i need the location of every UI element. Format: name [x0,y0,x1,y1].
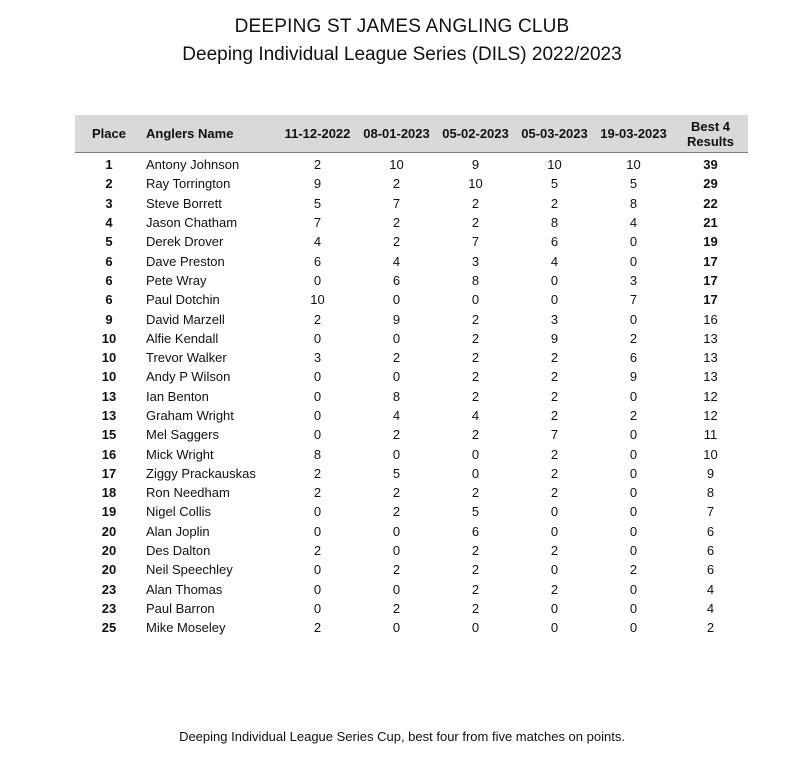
table-row [75,560,748,579]
cell-match-5: 0 [629,388,638,404]
cell-match-5: 2 [629,408,638,423]
cell-best: 13 [703,350,718,366]
cell-match-1: 0 [313,369,322,385]
cell-match-2: 4 [392,253,401,269]
cell-match-1: 2 [313,157,322,173]
cell-match-4: 0 [550,562,559,578]
cell-place: 20 [101,543,117,559]
cell-name: Steve Borrett [146,195,222,211]
cell-match-5: 6 [629,350,638,366]
cell-match-3: 0 [471,446,480,462]
cell-best: 11 [703,427,718,443]
cell-match-3: 2 [471,388,480,404]
cell-place: 6 [105,272,113,288]
cell-place: 20 [101,562,117,578]
cell-name: Nigel Collis [146,504,212,520]
cell-match-3: 2 [471,485,480,501]
cell-match-3: 2 [471,215,480,231]
cell-match-4: 10 [547,157,562,173]
cell-best: 12 [703,408,718,423]
cell-name: Mel Saggers [146,427,219,443]
cell-name: Pete Wray [146,272,207,288]
cell-best: 21 [703,215,718,231]
cell-match-3: 2 [471,543,480,559]
cell-place: 18 [101,485,117,501]
cell-match-1: 6 [313,253,322,269]
cell-match-4: 2 [550,485,559,501]
cell-place: 16 [101,446,117,462]
cell-match-3: 2 [471,427,480,443]
cell-match-4: 6 [550,234,559,250]
cell-place: 10 [101,369,117,385]
cell-place: 9 [105,311,113,327]
page-title: DEEPING ST JAMES ANGLING CLUB [234,16,570,37]
cell-match-1: 0 [313,388,322,404]
cell-match-1: 2 [313,465,322,481]
cell-place: 25 [101,620,117,636]
col-header-match-1: 11-12-2022 [278,115,357,153]
cell-match-1: 0 [313,600,322,616]
cell-match-4: 2 [550,195,559,211]
cell-match-3: 3 [471,253,480,269]
cell-place: 13 [101,408,117,423]
cell-match-4: 2 [550,388,559,404]
cell-best: 39 [703,157,718,173]
cell-match-3: 4 [471,408,480,423]
cell-match-4: 3 [550,311,559,327]
cell-match-5: 8 [629,195,638,211]
page-subtitle: Deeping Individual League Series (DILS) 2022/2023 [182,44,622,65]
table-row [75,444,748,463]
cell-best: 19 [703,234,718,250]
cell-best: 10 [703,446,718,462]
table-row [75,502,748,521]
cell-match-1: 2 [313,543,322,559]
col-header-match-2: 08-01-2023 [357,115,436,153]
table-row [75,348,748,367]
cell-match-3: 2 [471,581,480,597]
cell-match-4: 7 [550,427,559,443]
cell-name: Jason Chatham [146,215,238,231]
cell-match-2: 0 [392,446,401,462]
cell-match-4: 0 [550,292,559,308]
cell-match-1: 10 [310,292,325,308]
cell-match-2: 0 [392,581,401,597]
cell-match-4: 2 [550,369,559,385]
cell-best: 17 [703,253,718,269]
cell-match-2: 7 [392,195,401,211]
cell-name: Paul Barron [146,600,215,616]
cell-match-5: 0 [629,523,638,539]
table-row [75,213,748,232]
cell-match-1: 5 [313,195,322,211]
cell-match-2: 0 [392,543,401,559]
cell-match-3: 2 [471,330,480,346]
cell-match-4: 2 [550,543,559,559]
cell-match-5: 3 [629,272,638,288]
cell-place: 6 [105,253,113,269]
cell-best: 6 [706,543,715,559]
league-table-body [75,153,748,638]
cell-place: 10 [101,330,117,346]
cell-name: Dave Preston [146,253,225,269]
col-header-best-line1: Best 4 [690,118,731,134]
cell-place: 1 [105,157,113,173]
cell-match-5: 7 [629,292,638,308]
cell-match-4: 0 [550,523,559,539]
cell-match-4: 9 [550,330,559,346]
cell-place: 15 [101,427,117,443]
league-table [75,115,748,637]
cell-match-3: 2 [471,311,480,327]
table-row [75,367,748,386]
cell-match-2: 2 [392,234,401,250]
cell-best: 8 [706,485,715,501]
cell-match-1: 2 [313,311,322,327]
cell-name: Ron Needham [146,485,230,501]
cell-match-1: 7 [313,215,322,231]
cell-match-1: 0 [313,581,322,597]
cell-name: Andy P Wilson [146,369,231,385]
cell-match-5: 0 [629,581,638,597]
cell-match-2: 0 [392,369,401,385]
cell-name: Des Dalton [146,543,211,559]
cell-name: Neil Speechley [146,562,233,578]
cell-match-4: 0 [550,272,559,288]
cell-place: 19 [101,504,117,520]
cell-best: 7 [706,504,715,520]
cell-match-5: 0 [629,465,638,481]
cell-place: 2 [105,176,113,192]
cell-place: 4 [105,215,113,231]
cell-match-2: 2 [392,485,401,501]
col-header-best-line2: Results [687,133,734,149]
cell-match-5: 4 [629,215,638,231]
cell-place: 20 [101,523,117,539]
cell-match-3: 2 [471,195,480,211]
cell-match-2: 2 [392,504,401,520]
table-row [75,599,748,618]
cell-match-4: 0 [550,504,559,520]
cell-match-2: 2 [392,600,401,616]
table-row [75,271,748,290]
col-header-match-5: 19-03-2023 [594,115,673,153]
cell-match-2: 2 [392,350,401,366]
cell-match-2: 10 [389,157,404,173]
cell-match-4: 0 [550,620,559,636]
cell-name: Alan Thomas [146,581,223,597]
cell-match-3: 0 [471,465,480,481]
cell-match-2: 2 [392,176,401,192]
table-row [75,541,748,560]
cell-match-2: 0 [392,523,401,539]
table-row [75,153,748,175]
table-row [75,329,748,348]
cell-match-3: 7 [471,234,480,250]
cell-match-4: 2 [550,408,559,423]
cell-match-5: 0 [629,427,638,443]
cell-best: 4 [706,581,715,597]
cell-name: Paul Dotchin [146,292,220,308]
cell-match-2: 2 [392,215,401,231]
cell-name: Mike Moseley [146,620,226,636]
col-header-match-3: 05-02-2023 [436,115,515,153]
cell-match-5: 5 [629,176,638,192]
cell-match-1: 0 [313,523,322,539]
cell-match-3: 2 [471,350,480,366]
cell-match-1: 9 [313,176,322,192]
cell-match-2: 4 [392,408,401,423]
cell-place: 23 [101,600,117,616]
cell-best: 6 [706,523,715,539]
cell-best: 4 [706,600,715,616]
table-row [75,483,748,502]
cell-match-3: 0 [471,292,480,308]
cell-name: Ziggy Prackauskas [146,465,256,481]
cell-place: 17 [101,465,117,481]
cell-best: 17 [703,272,718,288]
cell-match-4: 8 [550,215,559,231]
cell-place: 6 [105,292,113,308]
cell-match-3: 10 [468,176,483,192]
cell-best: 13 [703,330,718,346]
cell-match-3: 0 [471,620,480,636]
cell-match-2: 8 [392,388,401,404]
table-row [75,251,748,270]
cell-match-1: 4 [313,234,322,250]
cell-match-5: 0 [629,485,638,501]
cell-match-5: 0 [629,504,638,520]
table-row [75,464,748,483]
cell-name: Trevor Walker [146,350,227,366]
table-row [75,522,748,541]
cell-match-1: 3 [313,350,322,366]
table-row [75,580,748,599]
cell-match-1: 0 [313,504,322,520]
cell-match-1: 2 [313,485,322,501]
cell-match-3: 6 [471,523,480,539]
cell-place: 13 [101,388,117,404]
cell-match-2: 2 [392,427,401,443]
cell-best: 13 [703,369,718,385]
league-table-header [75,115,748,153]
cell-match-3: 5 [471,504,480,520]
cell-match-3: 9 [471,157,480,173]
cell-best: 29 [703,176,718,192]
cell-match-5: 0 [629,620,638,636]
table-row [75,174,748,193]
footer-note: Deeping Individual League Series Cup, best four from five matches on points. [179,729,625,744]
cell-match-4: 5 [550,176,559,192]
cell-match-5: 0 [629,600,638,616]
cell-match-3: 2 [471,600,480,616]
cell-match-1: 0 [313,272,322,288]
cell-match-1: 0 [313,408,322,423]
cell-name: Derek Drover [146,234,224,250]
cell-match-5: 0 [629,446,638,462]
table-row [75,290,748,309]
cell-name: Alfie Kendall [146,330,219,346]
cell-name: David Marzell [146,311,225,327]
table-row [75,406,748,425]
cell-match-4: 4 [550,253,559,269]
cell-match-5: 0 [629,253,638,269]
col-header-place: Place [75,115,143,153]
table-row [75,194,748,213]
cell-match-5: 0 [629,311,638,327]
cell-best: 16 [703,311,718,327]
cell-match-5: 0 [629,543,638,559]
cell-match-2: 0 [392,620,401,636]
cell-match-3: 8 [471,272,480,288]
cell-best: 2 [706,620,715,636]
cell-match-1: 0 [313,330,322,346]
cell-place: 5 [105,234,113,250]
cell-name: Mick Wright [146,446,214,462]
cell-match-5: 2 [629,330,638,346]
col-header-best [673,115,748,153]
cell-place: 10 [101,350,117,366]
cell-best: 9 [706,465,715,481]
cell-name: Ray Torrington [146,176,231,192]
col-header-name: Anglers Name [143,115,278,153]
header-row [75,115,748,153]
cell-name: Ian Benton [146,388,209,404]
cell-match-1: 8 [313,446,322,462]
table-row [75,425,748,444]
cell-match-2: 6 [392,272,401,288]
cell-match-5: 9 [629,369,638,385]
cell-best: 22 [703,195,718,211]
cell-name: Graham Wright [146,408,234,423]
cell-match-4: 2 [550,350,559,366]
cell-best: 17 [703,292,718,308]
cell-name: Antony Johnson [146,157,240,173]
cell-best: 12 [703,388,718,404]
table-row [75,387,748,406]
cell-match-1: 0 [313,427,322,443]
cell-match-3: 2 [471,562,480,578]
cell-match-1: 2 [313,620,322,636]
cell-match-4: 0 [550,600,559,616]
cell-match-4: 2 [550,581,559,597]
cell-place: 3 [105,195,113,211]
cell-best: 6 [706,562,715,578]
table-row [75,309,748,328]
cell-match-5: 0 [629,234,638,250]
table-row [75,232,748,251]
cell-match-3: 2 [471,369,480,385]
cell-match-2: 0 [392,292,401,308]
cell-match-2: 5 [392,465,401,481]
table-row [75,618,748,637]
cell-match-2: 9 [392,311,401,327]
cell-place: 23 [101,581,117,597]
cell-match-2: 2 [392,562,401,578]
cell-match-5: 10 [626,157,641,173]
cell-match-5: 2 [629,562,638,578]
cell-name: Alan Joplin [146,523,210,539]
cell-match-4: 2 [550,465,559,481]
cell-match-2: 0 [392,330,401,346]
col-header-match-4: 05-03-2023 [515,115,594,153]
cell-match-4: 2 [550,446,559,462]
cell-match-1: 0 [313,562,322,578]
